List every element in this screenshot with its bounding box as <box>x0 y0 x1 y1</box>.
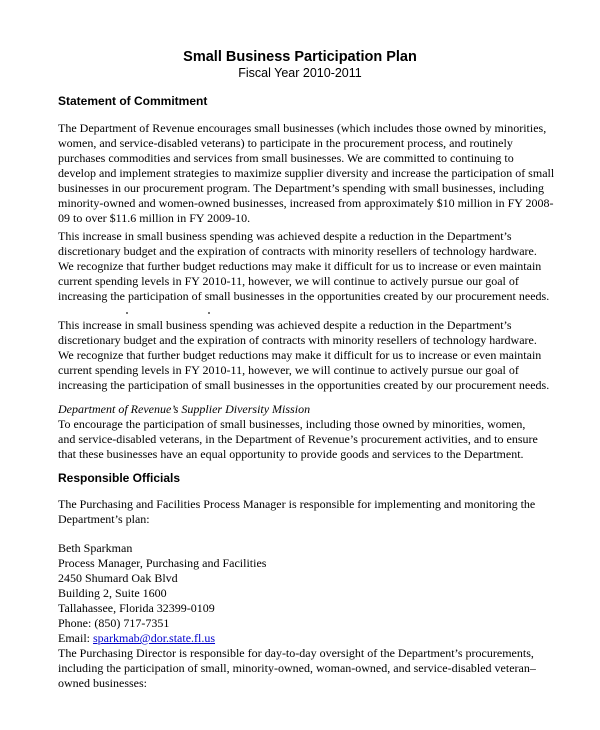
contact-address-line1: 2450 Shumard Oak Blvd <box>58 571 178 585</box>
contact-block <box>58 541 548 646</box>
text-line: 09 to over $11.6 million in FY 2009-10. <box>58 211 251 225</box>
text-line: discretionary budget and the expiration of contracts with minority resellers of technology hardware. <box>58 244 537 258</box>
text-line: owned businesses: <box>58 676 147 690</box>
paragraph-purchasing-director <box>58 646 548 691</box>
section-heading-commitment: Statement of Commitment <box>58 94 208 108</box>
text-line: increasing the participation of small businesses in the opportunities created by our procurement needs. <box>58 378 550 392</box>
text-line: This increase in small business spending was achieved despite a reduction in the Department’s <box>58 318 512 332</box>
text-line: increasing the participation of small businesses in the opportunities created by our procurement needs. <box>58 289 550 303</box>
paragraph-spending-increase <box>58 229 548 304</box>
page-break-marks <box>58 312 548 316</box>
text-line: We recognize that further budget reductions may make it difficult for us to increase or even maintain <box>58 348 542 362</box>
paragraph-mission <box>58 402 548 462</box>
text-line: This increase in small business spending was achieved despite a reduction in the Department’s <box>58 229 512 243</box>
text-line: and service-disabled veterans, in the Department of Revenue’s procurement activities, and to ensure <box>58 432 538 446</box>
paragraph-commitment <box>58 121 555 226</box>
page-mark <box>208 312 210 314</box>
contact-address-line2: Building 2, Suite 1600 <box>58 586 167 600</box>
contact-email-label: Email: <box>58 631 93 645</box>
text-line: We recognize that further budget reductions may make it difficult for us to increase or even maintain <box>58 259 542 273</box>
contact-position: Process Manager, Purchasing and Facilities <box>58 556 267 570</box>
text-line: develop and implement strategies to maximize supplier diversity and increase the participation of small <box>58 166 555 180</box>
text-line: Department’s plan: <box>58 512 150 526</box>
text-line: businesses in our procurement program. The Department’s spending with small businesses, including <box>58 181 545 195</box>
contact-phone: Phone: (850) 717-7351 <box>58 616 170 630</box>
text-line: that these businesses have an equal opportunity to provide goods and services to the Department. <box>58 447 524 461</box>
text-line: current spending levels in FY 2010-11, however, we will continue to actively pursue our goal of <box>58 274 519 288</box>
mission-title: Department of Revenue’s Supplier Diversity Mission <box>58 402 311 416</box>
text-line: minority-owned and women-owned businesses, increased from approximately $10 million in FY 2008- <box>58 196 554 210</box>
text-line: The Purchasing Director is responsible for day-to-day oversight of the Department’s procurements, <box>58 646 534 660</box>
page-mark <box>126 312 128 314</box>
text-line: The Purchasing and Facilities Process Manager is responsible for implementing and monitoring the <box>58 497 536 511</box>
text-line: including the participation of small, minority-owned, woman-owned, and service-disabled veteran– <box>58 661 536 675</box>
text-line: discretionary budget and the expiration of contracts with minority resellers of technology hardware. <box>58 333 537 347</box>
section-heading-officials: Responsible Officials <box>58 471 181 485</box>
text-line: The Department of Revenue encourages small businesses (which includes those owned by minorities, <box>58 121 547 135</box>
contact-email-line <box>58 631 548 646</box>
document-title: Small Business Participation Plan <box>183 49 417 65</box>
contact-city: Tallahassee, Florida 32399-0109 <box>58 601 215 615</box>
paragraph-spending-increase-repeat <box>58 318 548 393</box>
contact-name: Beth Sparkman <box>58 541 133 555</box>
document-subtitle: Fiscal Year 2010-2011 <box>238 66 362 80</box>
text-line: purchases commodities and services from small businesses. We are committed to continuing to <box>58 151 514 165</box>
text-line: women, and service-disabled veterans) to participate in the procurement process, and routinely <box>58 136 513 150</box>
text-line: current spending levels in FY 2010-11, however, we will continue to actively pursue our goal of <box>58 363 519 377</box>
paragraph-process-manager <box>58 497 548 527</box>
contact-email-link[interactable]: sparkmab@dor.state.fl.us <box>93 631 216 645</box>
text-line: To encourage the participation of small businesses, including those owned by minorities, women, <box>58 417 526 431</box>
